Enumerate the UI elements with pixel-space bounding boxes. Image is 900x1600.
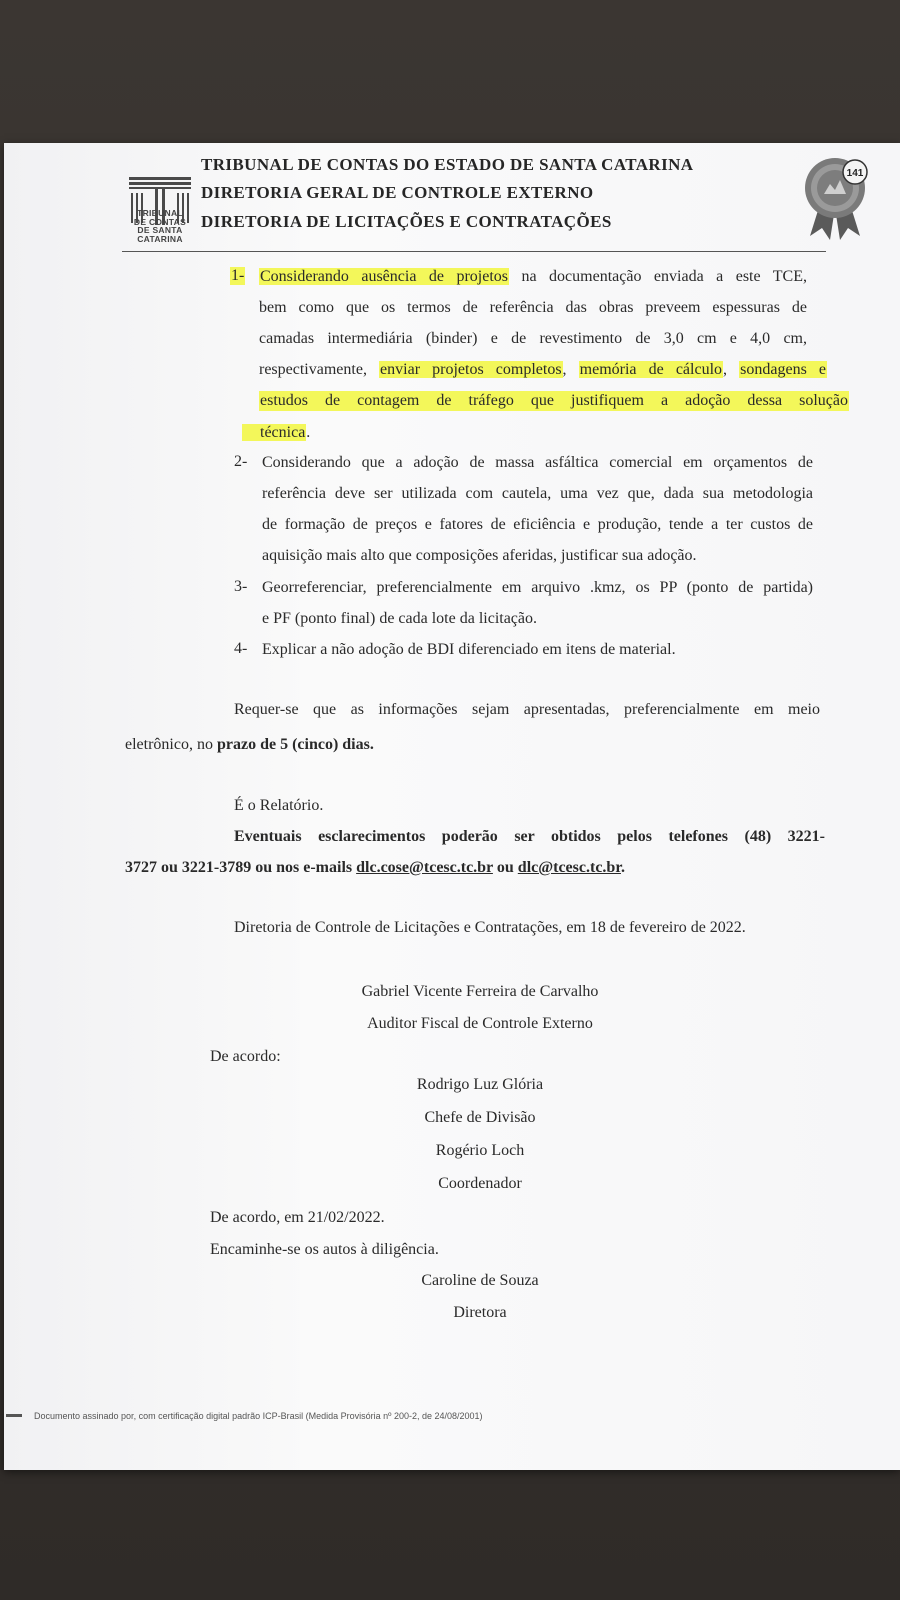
footer-mark [6,1414,22,1417]
contact-line-1: Eventuais esclarecimentos poderão ser obtidos pelos telefones (48) 3221- [234,828,825,845]
item-1-line-6: técnica. [242,423,310,443]
item-1-line-2: bem como que os termos de referência das obras preveem espessuras de [259,299,807,316]
item-3-line-2: e PF (ponto final) de cada lote da licitação. [262,610,538,627]
chief-name: Rodrigo Luz Glória [416,1076,544,1093]
item-4-line-1: Explicar a não adoção de BDI diferenciado em itens de material. [262,641,676,658]
item-2-line-3: de formação de preços e fatores de eficiência e produção, tende a ter custos de [262,516,813,533]
seal-stamp [800,156,870,242]
dateline: Diretoria de Controle de Licitações e Contratações, em 18 de fevereiro de 2022. [234,919,746,936]
header-line-3: DIRETORIA DE LICITAÇÕES E CONTRATAÇÕES [201,212,612,231]
item-4-number: 4- [234,640,248,657]
auditor-title: Auditor Fiscal de Controle Externo [367,1015,593,1032]
logo-wordmark: TRIBUNAL DE CONTAS DE SANTA CATARINA [133,208,187,244]
item-2-line-1: Considerando que a adoção de massa asfáltica comercial em orçamentos de [262,454,813,471]
email-link-2[interactable]: dlc@tcesc.tc.br [517,859,621,876]
director-name: Caroline de Souza [421,1272,539,1289]
header-line-1: TRIBUNAL DE CONTAS DO ESTADO DE SANTA CATARINA [201,155,694,174]
item-3-number: 3- [234,578,248,595]
request-line-1: Requer-se que as informações sejam apresentadas, preferencialmente em meio [234,701,820,718]
header-divider [122,251,826,252]
item-1-line-5: estudos de contagem de tráfego que justifiquem a adoção dessa solução [260,392,848,409]
contact-line-2: 3727 ou 3221-3789 ou nos e-mails dlc.cose@tcesc.tc.br ou dlc@tcesc.tc.br. [125,859,625,876]
item-3-line-1: Georreferenciar, preferencialmente em arquivo .kmz, os PP (ponto de partida) [262,579,813,596]
item-1-line-1: Considerando ausência de projetos na documentação enviada a este TCE, [260,268,807,285]
report-statement: É o Relatório. [234,797,324,814]
item-2-line-2: referência deve ser utilizada com cautela, uma vez que, dada sua metodologia [262,485,813,502]
item-1-line-3: camadas intermediária (binder) e de revestimento de 3,0 cm e 4,0 cm, [259,330,807,347]
chief-title: Chefe de Divisão [424,1109,536,1126]
seal-number: 141 [846,168,864,179]
item-2-line-4: aquisição mais alto que composições aferidas, justificar sua adoção. [262,547,697,564]
header-line-2: DIRETORIA GERAL DE CONTROLE EXTERNO [201,183,594,202]
email-link-1[interactable]: dlc.cose@tcesc.tc.br [356,859,493,876]
item-2-number: 2- [234,453,248,470]
digital-signature-footer: Documento assinado por, com certificação digital padrão ICP-Brasil (Medida Provisória nº 200-2, de 24/08/2001) [34,1411,483,1421]
auditor-name: Gabriel Vicente Ferreira de Carvalho [361,983,599,1000]
forward-instruction: Encaminhe-se os autos à diligência. [210,1241,439,1258]
agree-label-1: De acordo: [210,1048,281,1065]
director-title: Diretora [453,1304,507,1321]
request-line-2: eletrônico, no prazo de 5 (cinco) dias. [125,736,374,753]
coordinator-title: Coordenador [438,1175,522,1192]
item-1-line-4: respectivamente, enviar projetos completos, memória de cálculo, sondagens e [259,361,826,378]
item-1-number: 1- [231,267,245,284]
agree-label-2: De acordo, em 21/02/2022. [210,1209,385,1226]
coordinator-name: Rogério Loch [435,1142,525,1159]
